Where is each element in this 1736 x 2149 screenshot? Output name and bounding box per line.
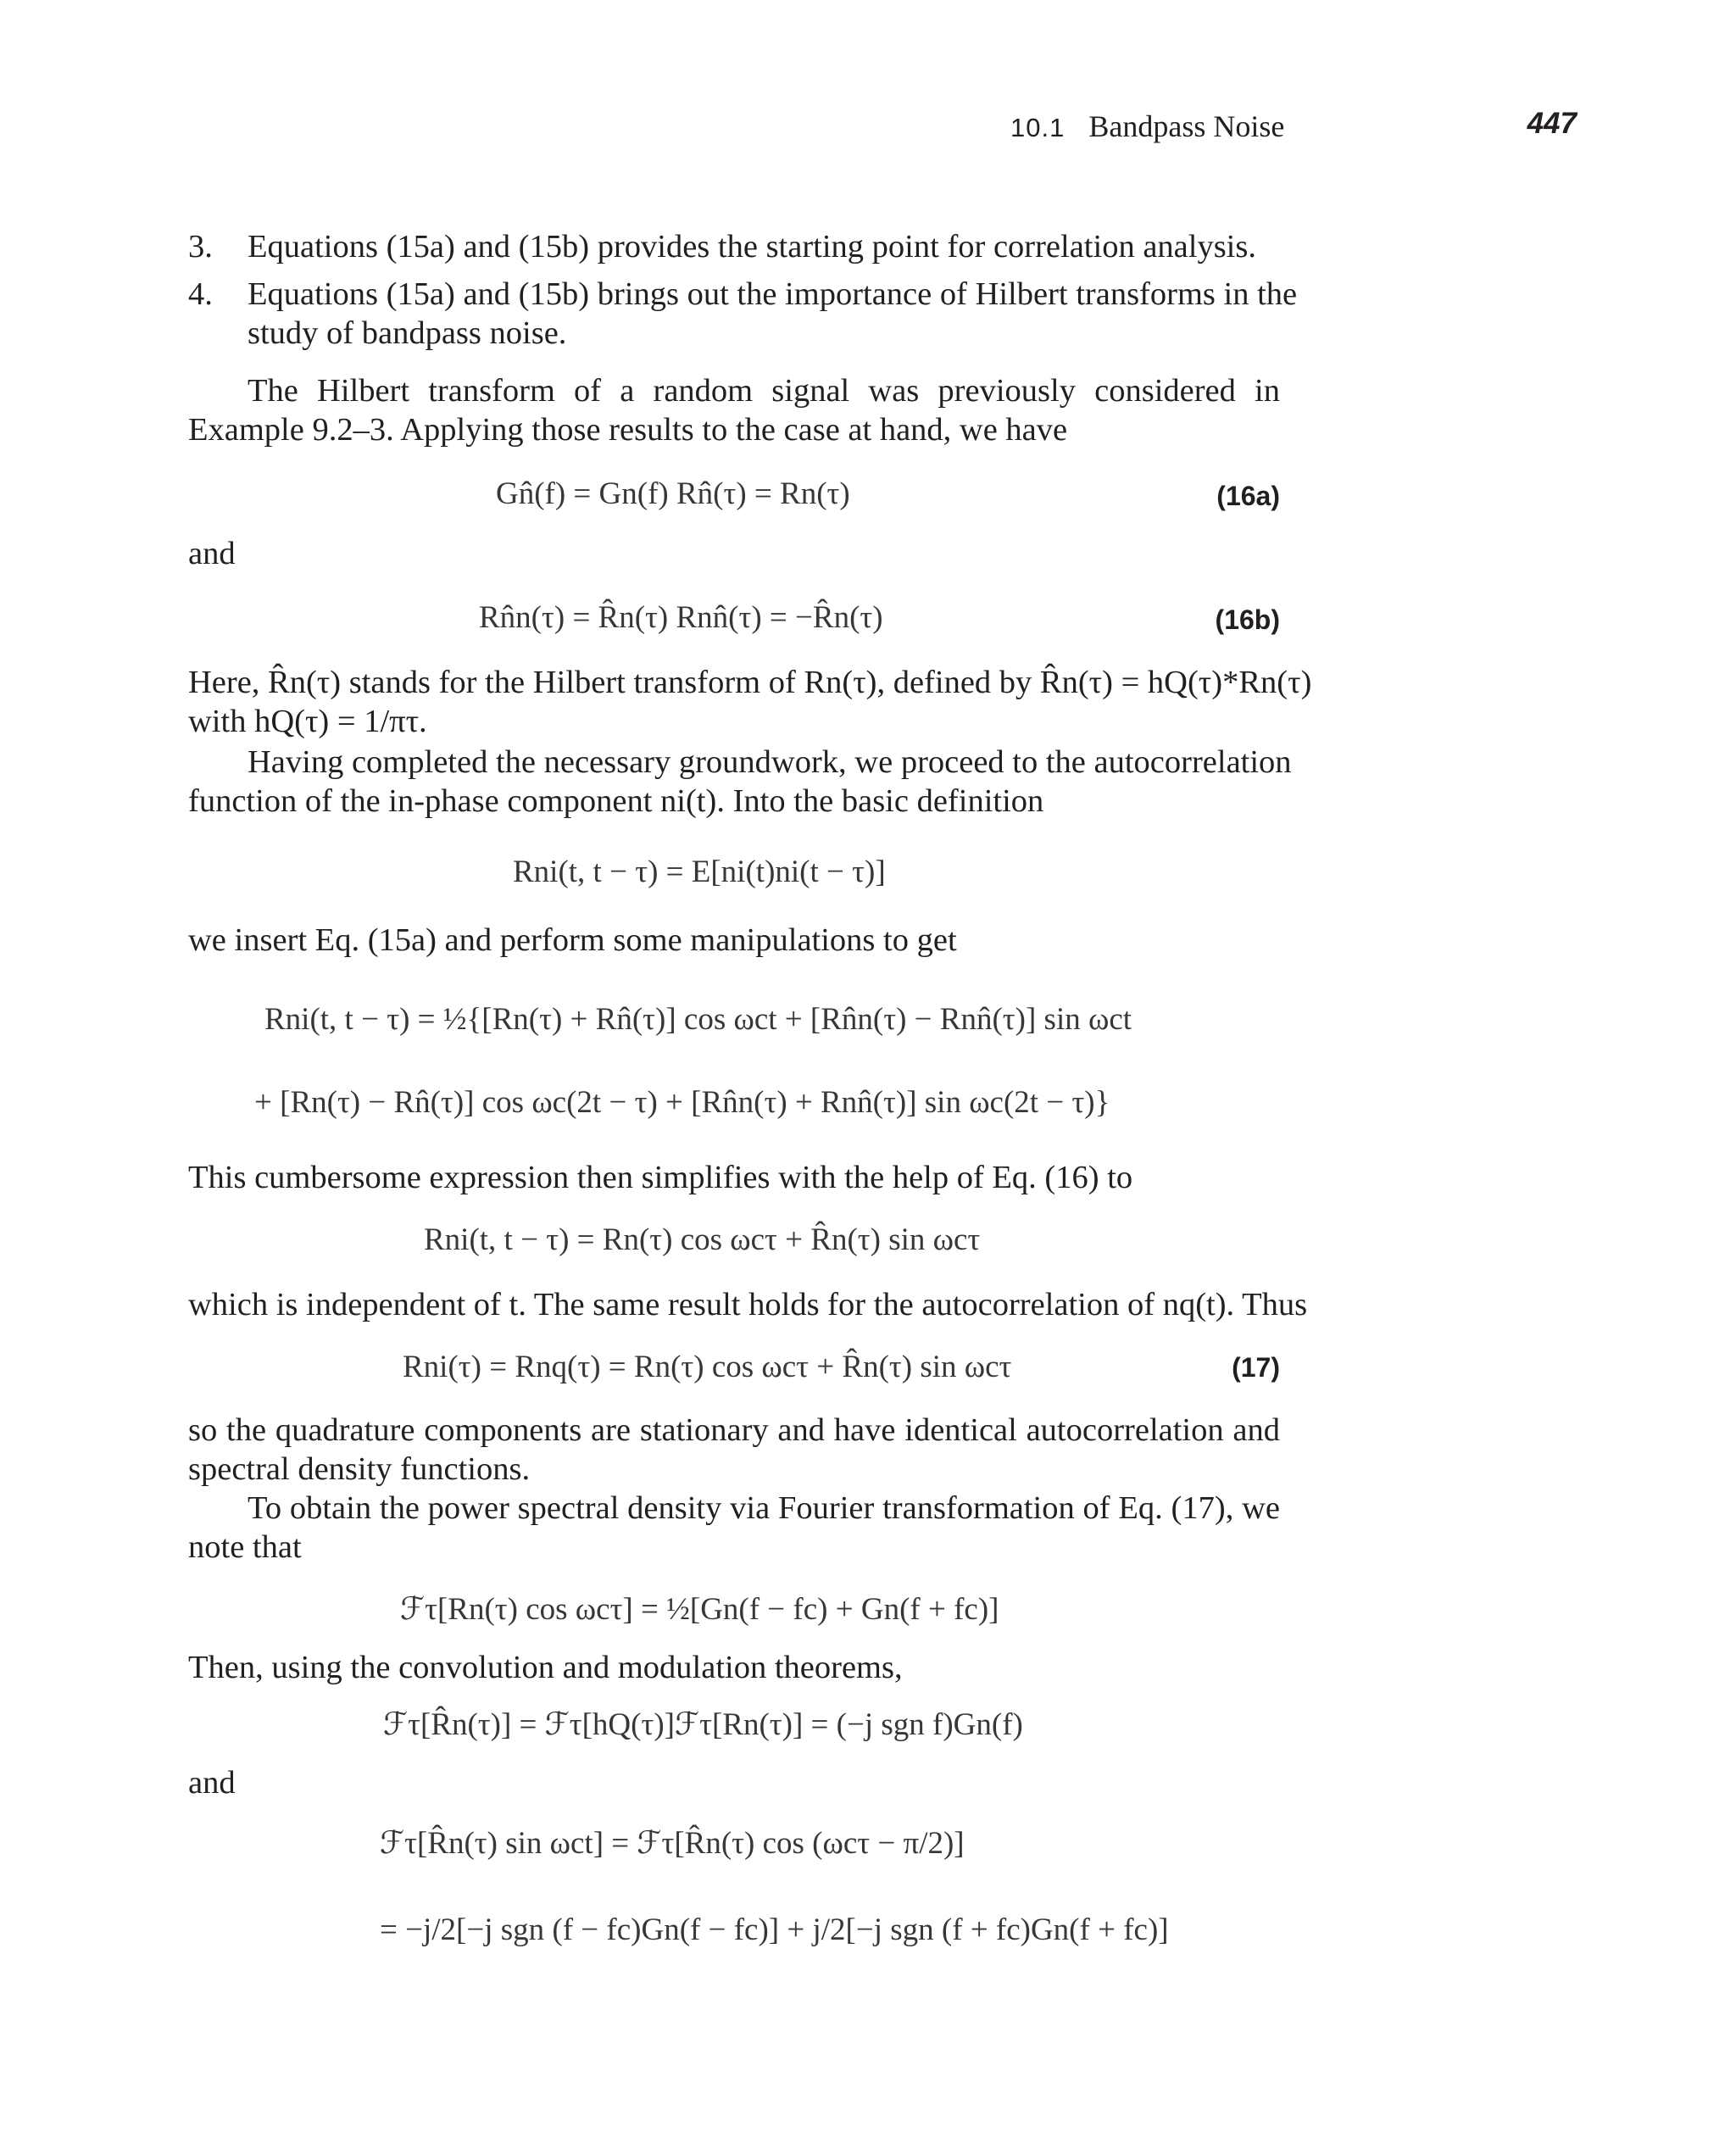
- paragraph-1-line2: Example 9.2–3. Applying those results to the case at hand, we have: [188, 412, 1068, 448]
- equation-17: Rni(τ) = Rnq(τ) = Rn(τ) cos ωcτ + R̂n(τ) sin ωcτ: [403, 1350, 1012, 1384]
- running-header: [1010, 109, 1285, 144]
- paragraph-7-line2: spectral density functions.: [188, 1451, 531, 1487]
- paragraph-2-line2: with hQ(τ) = 1/πτ.: [188, 704, 427, 739]
- connector-and-2: and: [188, 1765, 236, 1801]
- equation-fourier-sine-line2: = −j/2[−j sgn (f − fc)Gn(f − fc)] + j/2[−j sgn (f + fc)Gn(f + fc)]: [380, 1912, 1169, 1947]
- paragraph-5: This cumbersome expression then simplifies with the help of Eq. (16) to: [188, 1160, 1133, 1195]
- paragraph-9: Then, using the convolution and modulation theorems,: [188, 1650, 903, 1685]
- equation-16b: Rn̂n(τ) = R̂n(τ) Rnn̂(τ) = −R̂n(τ): [479, 600, 883, 635]
- equation-autocorrelation-definition: Rni(t, t − τ) = E[ni(t)ni(t − τ)]: [513, 855, 886, 889]
- paragraph-3-line1: Having completed the necessary groundwork, we proceed to the autocorrelation: [248, 744, 1292, 780]
- equation-expansion-line2: + [Rn(τ) − Rn̂(τ)] cos ωc(2t − τ) + [Rn̂n(τ) + Rnn̂(τ)] sin ωc(2t − τ)}: [254, 1085, 1110, 1120]
- paragraph-8-line2: note that: [188, 1529, 302, 1565]
- section-title: Bandpass Noise: [1088, 109, 1285, 143]
- list-item-4-line2: study of bandpass noise.: [248, 315, 567, 351]
- list-item-3: Equations (15a) and (15b) provides the starting point for correlation analysis.: [248, 229, 1256, 264]
- connector-and-1: and: [188, 536, 236, 571]
- list-number-4: 4.: [188, 276, 213, 312]
- section-number: 10.1: [1010, 113, 1066, 142]
- equation-simplified: Rni(t, t − τ) = Rn(τ) cos ωcτ + R̂n(τ) sin ωcτ: [424, 1222, 981, 1257]
- paragraph-8-line1: To obtain the power spectral density via Fourier transformation of Eq. (17), we: [248, 1490, 1280, 1526]
- equation-fourier-cosine: ℱτ[Rn(τ) cos ωcτ] = ½[Gn(f − fc) + Gn(f + fc)]: [400, 1592, 999, 1627]
- paragraph-6: which is independent of t. The same result holds for the autocorrelation of nq(t). Thus: [188, 1287, 1308, 1322]
- equation-16a: Gn̂(f) = Gn(f) Rn̂(τ) = Rn(τ): [496, 476, 850, 511]
- paragraph-4: we insert Eq. (15a) and perform some manipulations to get: [188, 922, 957, 958]
- equation-number-16a: (16a): [1216, 481, 1280, 511]
- paragraph-2-line1: Here, R̂n(τ) stands for the Hilbert transform of Rn(τ), defined by R̂n(τ) = hQ(τ)*Rn(τ): [188, 665, 1312, 700]
- equation-number-17: (17): [1232, 1352, 1280, 1383]
- equation-fourier-hilbert: ℱτ[R̂n(τ)] = ℱτ[hQ(τ)]ℱτ[Rn(τ)] = (−j sgn f)Gn(f): [383, 1707, 1023, 1742]
- equation-expansion-line1: Rni(t, t − τ) = ½{[Rn(τ) + Rn̂(τ)] cos ωct + [Rn̂n(τ) − Rnn̂(τ)] sin ωct: [264, 1002, 1132, 1037]
- equation-number-16b: (16b): [1215, 604, 1280, 635]
- page-number: 447: [1527, 107, 1577, 140]
- paragraph-7-line1: so the quadrature components are stationary and have identical autocorrelation and: [188, 1412, 1280, 1448]
- list-number-3: 3.: [188, 229, 213, 264]
- paragraph-3-line2: function of the in-phase component ni(t). Into the basic definition: [188, 783, 1044, 819]
- equation-fourier-sine-line1: ℱτ[R̂n(τ) sin ωct] = ℱτ[R̂n(τ) cos (ωcτ − π/2)]: [380, 1826, 965, 1861]
- paragraph-1-line1: The Hilbert transform of a random signal was previously considered in: [248, 373, 1280, 409]
- list-item-4-line1: Equations (15a) and (15b) brings out the importance of Hilbert transforms in the: [248, 276, 1298, 312]
